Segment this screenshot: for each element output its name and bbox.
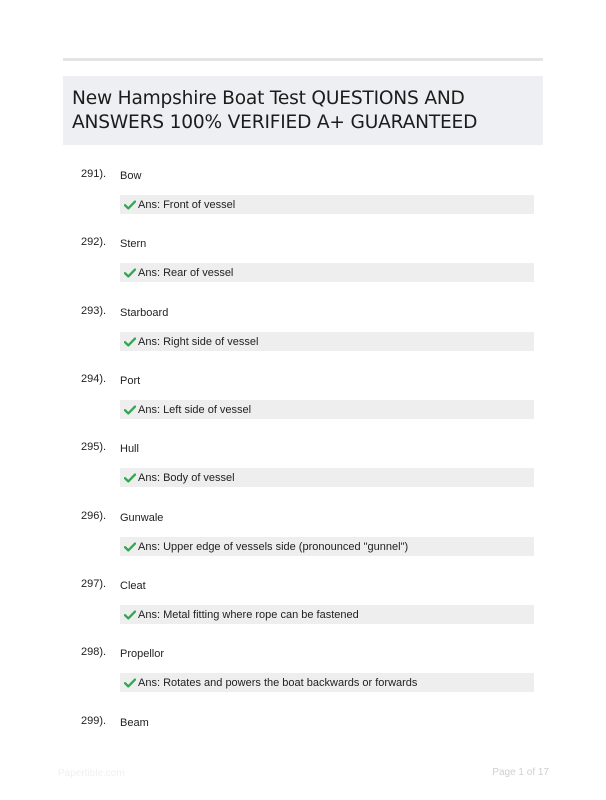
question-number: 291).: [81, 168, 107, 180]
question-number: 296).: [81, 510, 107, 522]
qa-item: [0, 305, 606, 365]
answer-text: Ans: Rotates and powers the boat backwards or forwards: [138, 676, 418, 689]
answer-text: Ans: Body of vessel: [138, 471, 235, 484]
answer-text: Ans: Right side of vessel: [138, 335, 259, 348]
question-text: Cleat: [120, 580, 146, 592]
qa-item: [0, 441, 606, 501]
question-number: 297).: [81, 578, 107, 590]
check-icon: [124, 542, 136, 552]
check-icon: [124, 678, 136, 688]
question-number: 295).: [81, 441, 107, 453]
check-icon: [124, 337, 136, 347]
question-number: 298).: [81, 646, 107, 658]
qa-item: [0, 510, 606, 570]
question-text: Gunwale: [120, 512, 164, 524]
qa-item: [0, 578, 606, 638]
answer-text: Ans: Front of vessel: [138, 198, 236, 211]
question-text: Beam: [120, 717, 149, 729]
qa-item: [0, 236, 606, 296]
qa-item: [0, 373, 606, 433]
question-text: Hull: [120, 443, 139, 455]
answer-box: [120, 673, 534, 692]
answer-text: Ans: Upper edge of vessels side (pronounced "gunnel"): [138, 540, 409, 553]
footer-watermark: Papertible.com: [58, 768, 125, 779]
answer-box: [120, 195, 534, 214]
qa-item: [0, 168, 606, 228]
question-number: 293).: [81, 305, 107, 317]
check-icon: [124, 473, 136, 483]
answer-box: [120, 400, 534, 419]
question-text: Bow: [120, 170, 142, 182]
question-text: Propellor: [120, 648, 165, 660]
qa-item: [0, 646, 606, 706]
answer-box: [120, 263, 534, 282]
answer-box: [120, 332, 534, 351]
answer-text: Ans: Left side of vessel: [138, 403, 252, 416]
question-number: 292).: [81, 236, 107, 248]
check-icon: [124, 610, 136, 620]
answer-text: Ans: Metal fitting where rope can be fastened: [138, 608, 359, 621]
question-text: Starboard: [120, 307, 169, 319]
document-title: New Hampshire Boat Test QUESTIONS AND ANSWERS 100% VERIFIED A+ GUARANTEED: [72, 88, 478, 133]
qa-item: [0, 715, 606, 775]
question-number: 294).: [81, 373, 107, 385]
answer-box: [120, 537, 534, 556]
check-icon: [124, 200, 136, 210]
question-text: Stern: [120, 238, 147, 250]
answer-text: Ans: Rear of vessel: [138, 266, 234, 279]
question-number: 299).: [81, 715, 107, 727]
answer-box: [120, 605, 534, 624]
question-text: Port: [120, 375, 141, 387]
answer-box: [120, 468, 534, 487]
page-indicator: Page 1 of 17: [492, 767, 549, 778]
check-icon: [124, 405, 136, 415]
check-icon: [124, 268, 136, 278]
